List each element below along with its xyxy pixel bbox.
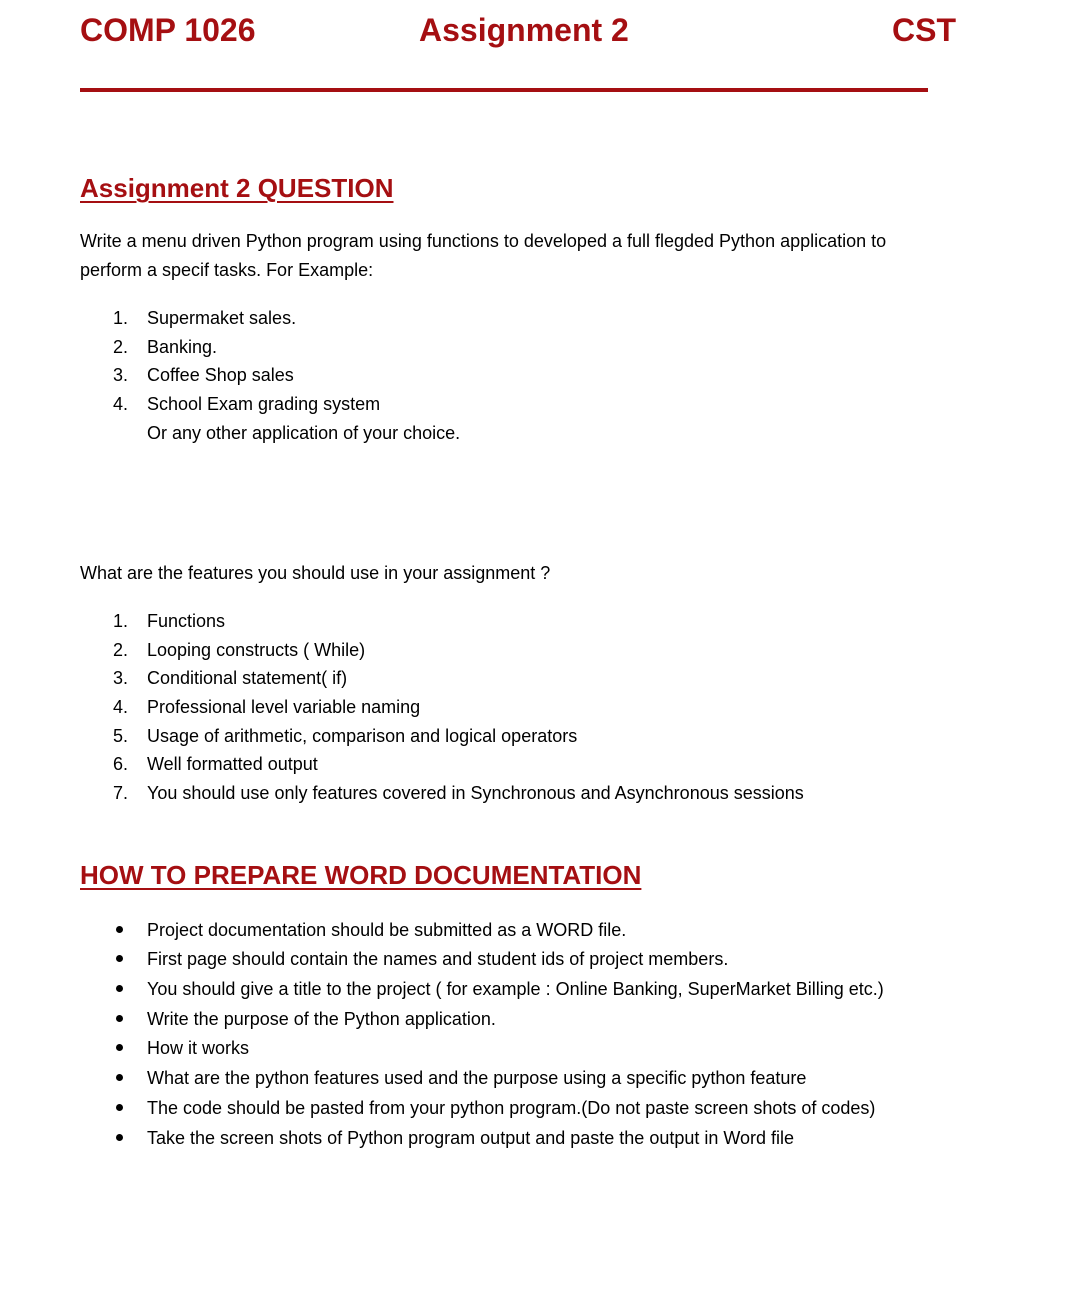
list-item-text: Take the screen shots of Python program output and paste the output in Word file (147, 1128, 795, 1148)
list-item-text: Supermaket sales. (147, 308, 297, 328)
list-item-text: Functions (147, 611, 226, 631)
list-number: 7. (113, 783, 129, 803)
list-item-text: Conditional statement( if) (147, 668, 348, 688)
list-item-text: Well formatted output (147, 754, 318, 774)
question-intro-line-1: Write a menu driven Python program using functions to developed a full flegded Python application to (80, 231, 887, 251)
list-item-text: Usage of arithmetic, comparison and logical operators (147, 726, 578, 746)
list-item-text: Project documentation should be submitted as a WORD file. (147, 920, 627, 940)
list-item-text: What are the python features used and the purpose using a specific python feature (147, 1068, 807, 1088)
list-number: 2. (113, 640, 129, 660)
list-item-text: Write the purpose of the Python application. (147, 1009, 496, 1029)
list-number: 1. (113, 611, 129, 631)
list-item-text: How it works (147, 1038, 250, 1058)
assignment-label: Assignment 2 (419, 12, 629, 48)
list-item-text: Coffee Shop sales (147, 365, 294, 385)
list-number: 4. (113, 394, 129, 414)
list-item-text: First page should contain the names and student ids of project members. (147, 949, 729, 969)
question-section-title: Assignment 2 QUESTION (80, 173, 394, 203)
question-intro-line-2: perform a specif tasks. For Example: (80, 260, 374, 280)
list-number: 3. (113, 365, 129, 385)
course-code: COMP 1026 (80, 12, 256, 48)
list-number: 4. (113, 697, 129, 717)
bullet-icon (116, 1134, 123, 1141)
list-item-text: The code should be pasted from your python program.(Do not paste screen shots of codes) (147, 1098, 876, 1118)
examples-note: Or any other application of your choice. (147, 423, 461, 443)
list-number: 5. (113, 726, 129, 746)
bullet-icon (116, 955, 123, 962)
list-item-text: Banking. (147, 337, 218, 357)
bullet-icon (116, 985, 123, 992)
list-item-text: Looping constructs ( While) (147, 640, 366, 660)
bullet-icon (116, 1074, 123, 1081)
list-item-text: School Exam grading system (147, 394, 381, 414)
bullet-icon (116, 1015, 123, 1022)
list-number: 1. (113, 308, 129, 328)
bullet-icon (116, 1104, 123, 1111)
list-number: 3. (113, 668, 129, 688)
list-item-text: You should give a title to the project ( for example : Online Banking, SuperMarket Billing etc.) (147, 979, 884, 999)
list-item-text: Professional level variable naming (147, 697, 421, 717)
list-number: 2. (113, 337, 129, 357)
list-item-text: You should use only features covered in Synchronous and Asynchronous sessions (147, 783, 804, 803)
documentation-section-title: HOW TO PREPARE WORD DOCUMENTATION (80, 860, 642, 890)
bullet-icon (116, 1044, 123, 1051)
program-code: CST (892, 12, 956, 48)
features-question: What are the features you should use in your assignment ? (80, 563, 551, 583)
header-rule (80, 88, 928, 92)
list-number: 6. (113, 754, 129, 774)
bullet-icon (116, 926, 123, 933)
